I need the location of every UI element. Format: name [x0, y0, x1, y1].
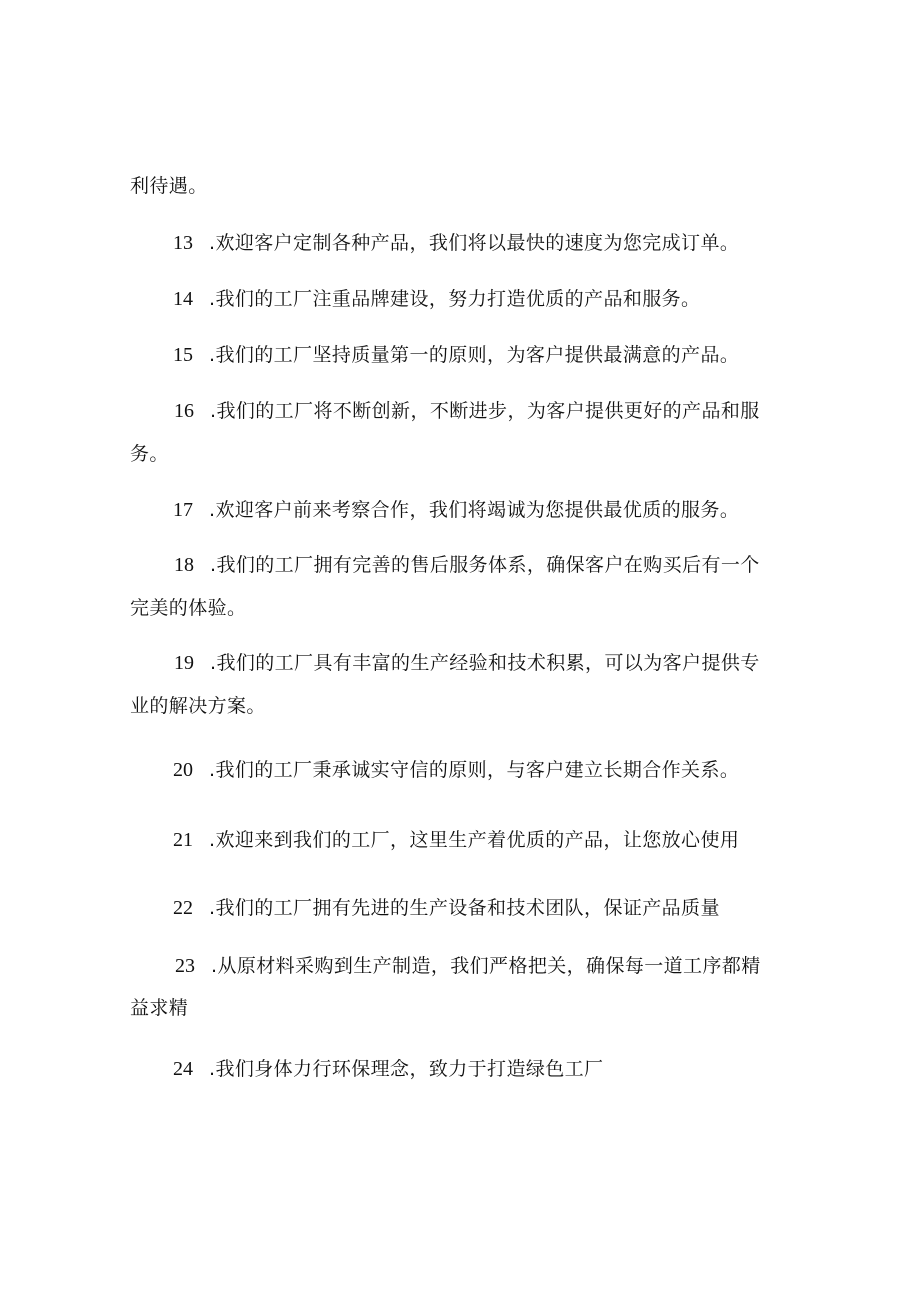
list-item-16: [174, 397, 760, 425]
item-number: 21: [173, 829, 193, 851]
list-item-18: [174, 551, 760, 579]
item-text: 完美的体验。: [130, 597, 247, 619]
item-number: 18: [174, 554, 194, 576]
item-text: .欢迎来到我们的工厂，这里生产着优质的产品，让您放心使用: [209, 829, 740, 851]
list-item-24: [173, 1055, 603, 1083]
item-text: .我们的工厂拥有完善的售后服务体系，确保客户在购买后有一个: [210, 554, 760, 576]
item-number: 15: [173, 344, 193, 366]
list-item-19: [174, 649, 760, 677]
list-item-16-continuation: [130, 440, 169, 468]
item-text: .我们的工厂拥有先进的生产设备和技术团队，保证产品质量: [209, 897, 720, 919]
item-text: 务。: [130, 443, 169, 465]
list-item-23: [175, 952, 761, 980]
item-text: 益求精: [130, 997, 189, 1019]
item-number: 22: [173, 897, 193, 919]
list-item-23-continuation: [130, 994, 188, 1022]
list-item-21: [173, 826, 739, 854]
list-item-13: [173, 229, 739, 257]
item-number: 19: [174, 652, 194, 674]
item-text: 业的解决方案。: [130, 695, 266, 717]
item-number: 24: [173, 1058, 193, 1080]
list-item-19-continuation: [130, 692, 266, 720]
item-text: .我们的工厂将不断创新，不断进步，为客户提供更好的产品和服: [210, 400, 760, 422]
item-text: .我们的工厂秉承诚实守信的原则，与客户建立长期合作关系。: [209, 759, 740, 781]
item-text: .从原材料采购到生产制造，我们严格把关，确保每一道工序都精: [211, 955, 761, 977]
item-number: 23: [175, 955, 195, 977]
item-number: 13: [173, 232, 193, 254]
item-number: 17: [173, 499, 193, 521]
list-item-14: [173, 285, 700, 313]
item-text: .我们的工厂坚持质量第一的原则，为客户提供最满意的产品。: [209, 344, 740, 366]
item-number: 16: [174, 400, 194, 422]
item-text: .欢迎客户定制各种产品，我们将以最快的速度为您完成订单。: [209, 232, 740, 254]
item-text: .欢迎客户前来考察合作，我们将竭诚为您提供最优质的服务。: [209, 499, 740, 521]
item-text: .我们的工厂具有丰富的生产经验和技术积累，可以为客户提供专: [210, 652, 760, 674]
item-text: .我们身体力行环保理念，致力于打造绿色工厂: [209, 1058, 604, 1080]
continuation-text: 利待遇。: [130, 175, 208, 197]
list-item-17: [173, 496, 739, 524]
list-item-22: [173, 894, 720, 922]
list-item-18-continuation: [130, 594, 246, 622]
list-item-15: [173, 341, 739, 369]
continuation-line: [130, 172, 208, 200]
item-number: 14: [173, 288, 193, 310]
list-item-20: [173, 756, 739, 784]
item-text: .我们的工厂注重品牌建设，努力打造优质的产品和服务。: [209, 288, 701, 310]
item-number: 20: [173, 759, 193, 781]
